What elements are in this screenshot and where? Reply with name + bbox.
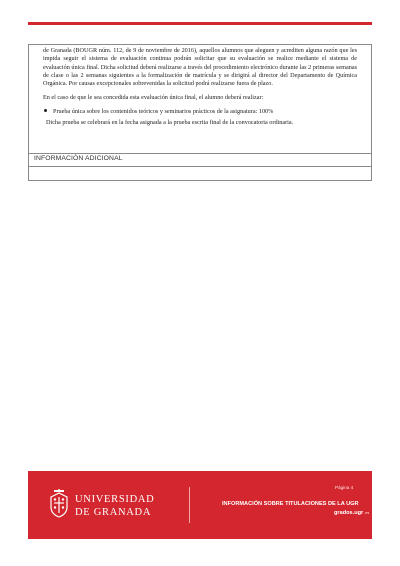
section-title: INFORMACIÓN ADICIONAL [34,155,123,162]
list-item [43,108,357,116]
list-item-text: Prueba única sobre los contenidos teóricos y seminarios prácticos de la asignatura: 100% [53,107,274,115]
footer-banner [28,471,372,539]
table-divider [29,166,371,167]
university-crest-icon [47,489,71,519]
evaluation-table [28,44,372,181]
evaluation-content [43,47,357,127]
page-number: Página 4 [335,485,354,490]
footer-link[interactable]: grados.ugr.es [334,510,370,516]
table-divider [29,153,371,154]
evaluation-intro: En el caso de que le sea concedida esta evaluación única final, el alumno deberá realizar: [43,94,264,102]
university-name: UNIVERSIDAD DE GRANADA [75,494,155,518]
footer-divider [189,487,190,523]
bullet-icon [43,108,53,116]
evaluation-paragraph: de Granada (BOUGR núm. 112, de 9 de noviembre de 2016), aquellos alumnos que aleguen y acrediten alguna razón que les impida seguir el sistema de evaluación continua podrán solicitar que su evaluación se realice mediante el sistema de evaluación única final. Dicha solicitud deberá realizarse a través del procedimiento electrónico durante las 2 primeras semanas de clase o las 2 semanas siguientes a la formalización de matrícula y se dirigirá al director del Departamento de Química Orgánica. Por causas excepcionales sobrevenidas la solicitud podrá realizarse fuera de plazo. [43,47,357,88]
evaluation-note: Dicha prueba se celebrará en la fecha asignada a la prueba escrita final de la convocatoria ordinaria. [46,119,294,127]
footer-title: INFORMACIÓN SOBRE TITULACIONES DE LA UGR [222,501,359,507]
header-rule [28,22,372,25]
